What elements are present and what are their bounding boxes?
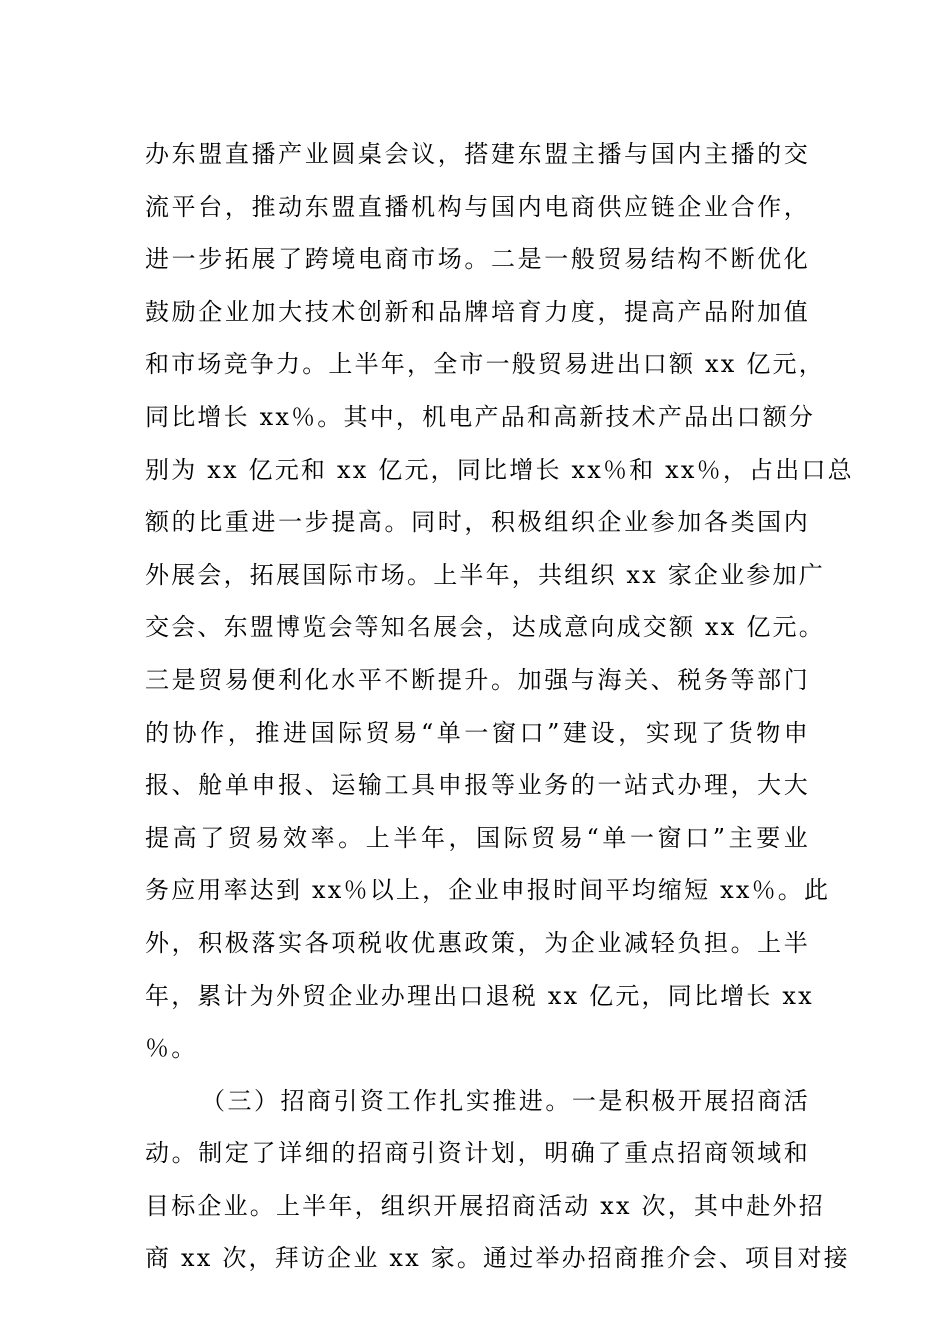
text-line: 别为 xx 亿元和 xx 亿元，同比增长 xx％和 xx％，占出口总 xyxy=(145,455,854,484)
text-line: 鼓励企业加大技术创新和品牌培育力度，提高产品附加值 xyxy=(145,297,810,326)
section-heading-line: （三）招商引资工作扎实推进。一是积极开展招商活 xyxy=(201,1086,810,1115)
text-line: 动。制定了详细的招商引资计划，明确了重点招商领域和 xyxy=(145,1139,810,1168)
text-line: 额的比重进一步提高。同时，积极组织企业参加各类国内 xyxy=(145,508,810,537)
text-line: 务应用率达到 xx％以上，企业申报时间平均缩短 xx％。此 xyxy=(145,876,831,905)
text-line: 年，累计为外贸企业办理出口退税 xx 亿元，同比增长 xx xyxy=(145,981,814,1010)
text-line: 外，积极落实各项税收优惠政策，为企业减轻负担。上半 xyxy=(145,928,810,957)
paragraph-end-line: ％。 xyxy=(145,1034,198,1063)
text-line: 和市场竞争力。上半年，全市一般贸易进出口额 xx 亿元， xyxy=(145,350,825,379)
text-line: 商 xx 次，拜访企业 xx 家。通过举办招商推介会、项目对接 xyxy=(145,1244,850,1273)
text-line: 的协作，推进国际贸易“单一窗口”建设，实现了货物申 xyxy=(145,718,810,747)
text-line: 提高了贸易效率。上半年，国际贸易“单一窗口”主要业 xyxy=(145,823,810,852)
text-line: 外展会，拓展国际市场。上半年，共组织 xx 家企业参加广 xyxy=(145,560,825,589)
text-line: 三是贸易便利化水平不断提升。加强与海关、税务等部门 xyxy=(145,665,810,694)
text-line: 办东盟直播产业圆桌会议，搭建东盟主播与国内主播的交 xyxy=(145,140,810,168)
body-text xyxy=(145,128,854,1285)
text-line: 交会、东盟博览会等知名展会，达成意向成交额 xx 亿元。 xyxy=(145,613,825,642)
text-line: 同比增长 xx％。其中，机电产品和高新技术产品出口额分 xyxy=(145,402,816,431)
text-line: 报、舱单申报、运输工具申报等业务的一站式办理，大大 xyxy=(145,771,810,800)
text-line: 流平台，推动东盟直播机构与国内电商供应链企业合作， xyxy=(145,192,810,221)
text-line: 进一步拓展了跨境电商市场。二是一般贸易结构不断优化 xyxy=(145,245,810,274)
text-line: 目标企业。上半年，组织开展招商活动 xx 次，其中赴外招 xyxy=(145,1191,825,1220)
